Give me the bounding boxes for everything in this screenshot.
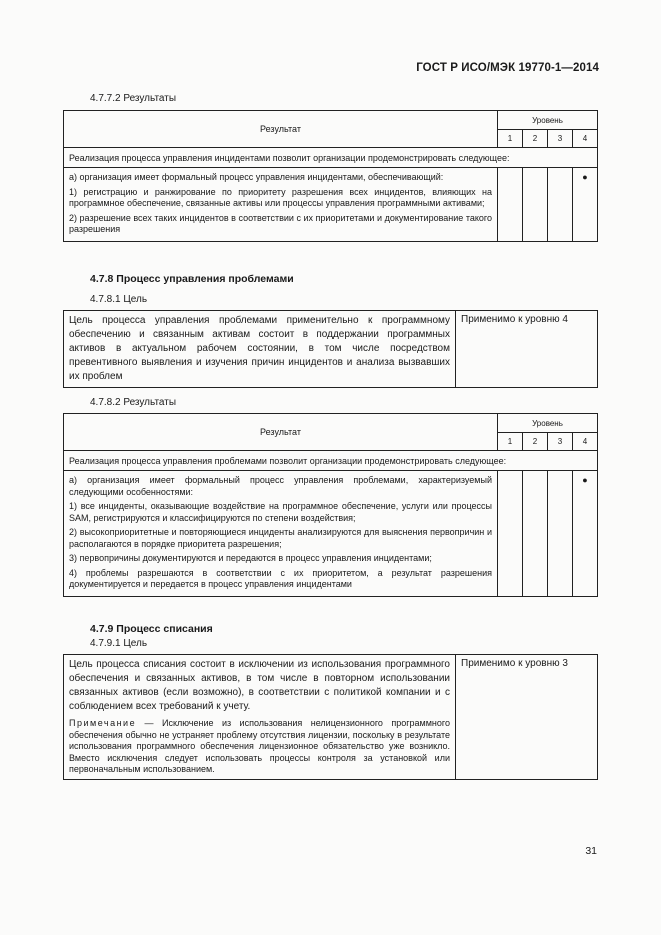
level-3-cell [547,168,572,242]
section-heading-4772: 4.7.7.2 Результаты [90,93,177,104]
applicability-cell: Применимо к уровню 4 [456,311,598,388]
result-item: 1) все инциденты, оказывающие воздействие на программное обеспечение, услуги или процессы SAM, регистрируются и классифицируются по степени воздействия; [69,501,492,523]
result-item: а) организация имеет формальный процесс управления проблемами, характеризуемый следующими особенностями: [69,475,492,497]
result-item: 3) первопричины документируются и передаются в процесс управления инцидентами; [69,553,432,563]
level-4-mark: ● [572,471,597,597]
level-2-cell [522,471,547,597]
level-column-header: Уровень [497,111,597,130]
level-2-cell [522,168,547,242]
goal-text: Цель процесса управления проблемами применительно к программному обеспечению и связанным активам состоит в поддержании программных активов в актуальном рабочем состоянии, в том числе посредством превентивного выявления и изучения причин инцидентов и анализа вызвавших их проблем [69,315,450,382]
result-item: 4) проблемы разрешаются в соответствии с их приоритетом, а результат разрешения документируется и передается в процесс управления инцидентами [69,567,492,589]
result-item: 1) регистрацию и ранжирование по приоритету разрешения всех инцидентов, влияющих на программное обеспечение, связанные активы или процессы управления программными активами; [69,186,492,208]
subsection-heading-4791: 4.7.9.1 Цель [90,638,148,649]
note-label: Примечание [69,718,137,728]
level-1-cell [497,471,522,597]
result-column-header: Результат [64,111,498,148]
note-block [69,718,450,776]
level-2-header: 2 [522,433,547,451]
result-item: 2) высокоприоритетные и повторяющиеся инциденты анализируются для выяснения первопричин и располагаются в порядке приоритета разрешения; [69,527,492,549]
level-1-header: 1 [497,433,522,451]
section-heading-478: 4.7.8 Процесс управления проблемами [90,273,294,285]
level-4-header: 4 [572,130,597,148]
level-1-cell [497,168,522,242]
level-column-header: Уровень [497,414,597,433]
applicability-cell: Применимо к уровню 3 [456,655,598,780]
results-intro: Реализация процесса управления проблемами позволит организации продемонстрировать следующее: [64,451,598,471]
result-item: а) организация имеет формальный процесс управления инцидентами, обеспечивающий: [69,172,444,182]
level-3-header: 3 [547,433,572,451]
results-list [64,471,498,597]
level-4-mark: ● [572,168,597,242]
results-list [64,168,498,242]
level-3-header: 3 [547,130,572,148]
goal-text-cell [64,655,456,780]
result-item: 2) разрешение всех таких инцидентов в соответствии с их приоритетами и документирование такого разрешения [69,212,492,234]
level-3-cell [547,471,572,597]
section-heading-4782: 4.7.8.2 Результаты [90,397,177,408]
goal-table-disposal [63,654,598,780]
level-2-header: 2 [522,130,547,148]
page-number: 31 [585,845,597,857]
section-heading-479: 4.7.9 Процесс списания [90,623,213,635]
level-1-header: 1 [497,130,522,148]
level-4-header: 4 [572,433,597,451]
standard-header: ГОСТ Р ИСО/МЭК 19770-1—2014 [416,62,599,74]
goal-text: Цель процесса списания состоит в исключении из использования программного обеспечения и связанных активов, в том числе в повторном использовании связанных активов (если возможно), в соответствии с политикой компании и с соблюдением всех требований к учету. [69,659,450,712]
subsection-heading-4781: 4.7.8.1 Цель [90,294,148,305]
results-table-problems [63,413,598,597]
goal-text-cell [64,311,456,388]
goal-table-problems [63,310,598,388]
results-intro: Реализация процесса управления инцидентами позволит организации продемонстрировать следующее: [64,148,598,168]
result-column-header: Результат [64,414,498,451]
note-text: — Исключение из использования нелицензионного программного обеспечения обычно не устраняет проблему отсутствия лицензии, поскольку в результате использования программного обеспечения лицензионное обязательство уже возникло. Вместо исключения следует использовать процессы контроля за установкой или первоначальным использованием. [69,718,450,774]
results-table-incidents [63,110,598,242]
